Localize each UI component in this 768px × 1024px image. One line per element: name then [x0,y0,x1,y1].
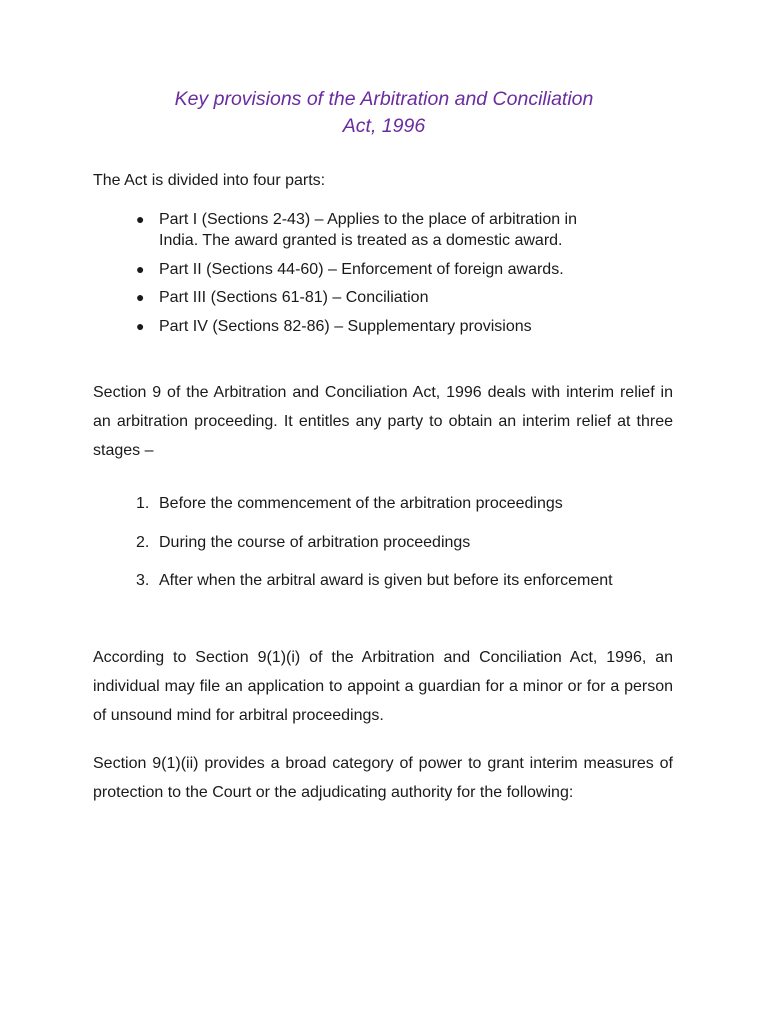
list-number: 1. [136,495,150,512]
title-line-1: Key provisions of the Arbitration and Conciliation [174,88,594,110]
document-title [0,86,768,140]
list-item-text: Before the commencement of the arbitration proceedings [159,495,563,512]
list-item [93,209,673,251]
title-line-2: Act, 1996 [342,115,426,137]
list-item [93,287,673,308]
list-item [93,316,673,337]
intro-paragraph: The Act is divided into four parts: [93,172,326,189]
list-item [93,493,693,515]
section-9-paragraph: Section 9 of the Arbitration and Conciliation Act, 1996 deals with interim relief in an arbitration proceeding. It entitles any party to obtain an interim relief at three stages – [93,384,673,459]
list-item-text: After when the arbitral award is given but before its enforcement [159,572,613,589]
list-item-text: During the course of arbitration proceedings [159,533,471,551]
bullet-icon: ● [136,317,145,334]
list-item [93,259,673,280]
list-item [93,570,693,592]
list-number: 3. [136,572,150,589]
list-item-text: Part III (Sections 61-81) – Conciliation [159,289,429,306]
bullet-icon: ● [136,211,145,227]
parts-list [93,209,673,344]
list-item-text: Part IV (Sections 82-86) – Supplementary provisions [159,317,532,335]
list-item-text: Part I (Sections 2-43) – Applies to the place of arbitration in [159,211,578,228]
list-item [93,532,693,554]
stages-list [93,493,693,609]
section-9-1-ii-paragraph: Section 9(1)(ii) provides a broad category of power to grant interim measures of protection to the Court or the adjudicating authority for the following: [93,755,673,801]
list-item-text-continued: India. The award granted is treated as a domestic award. [159,232,563,249]
section-9-1-i-paragraph: According to Section 9(1)(i) of the Arbitration and Conciliation Act, 1996, an individual may file an application to appoint a guardian for a minor or for a person of unsound mind for arbitral proceedings. [93,649,673,724]
list-item-text: Part II (Sections 44-60) – Enforcement of foreign awards. [159,260,564,278]
bullet-icon: ● [136,289,145,305]
bullet-icon: ● [136,260,145,277]
list-number: 2. [136,533,150,551]
